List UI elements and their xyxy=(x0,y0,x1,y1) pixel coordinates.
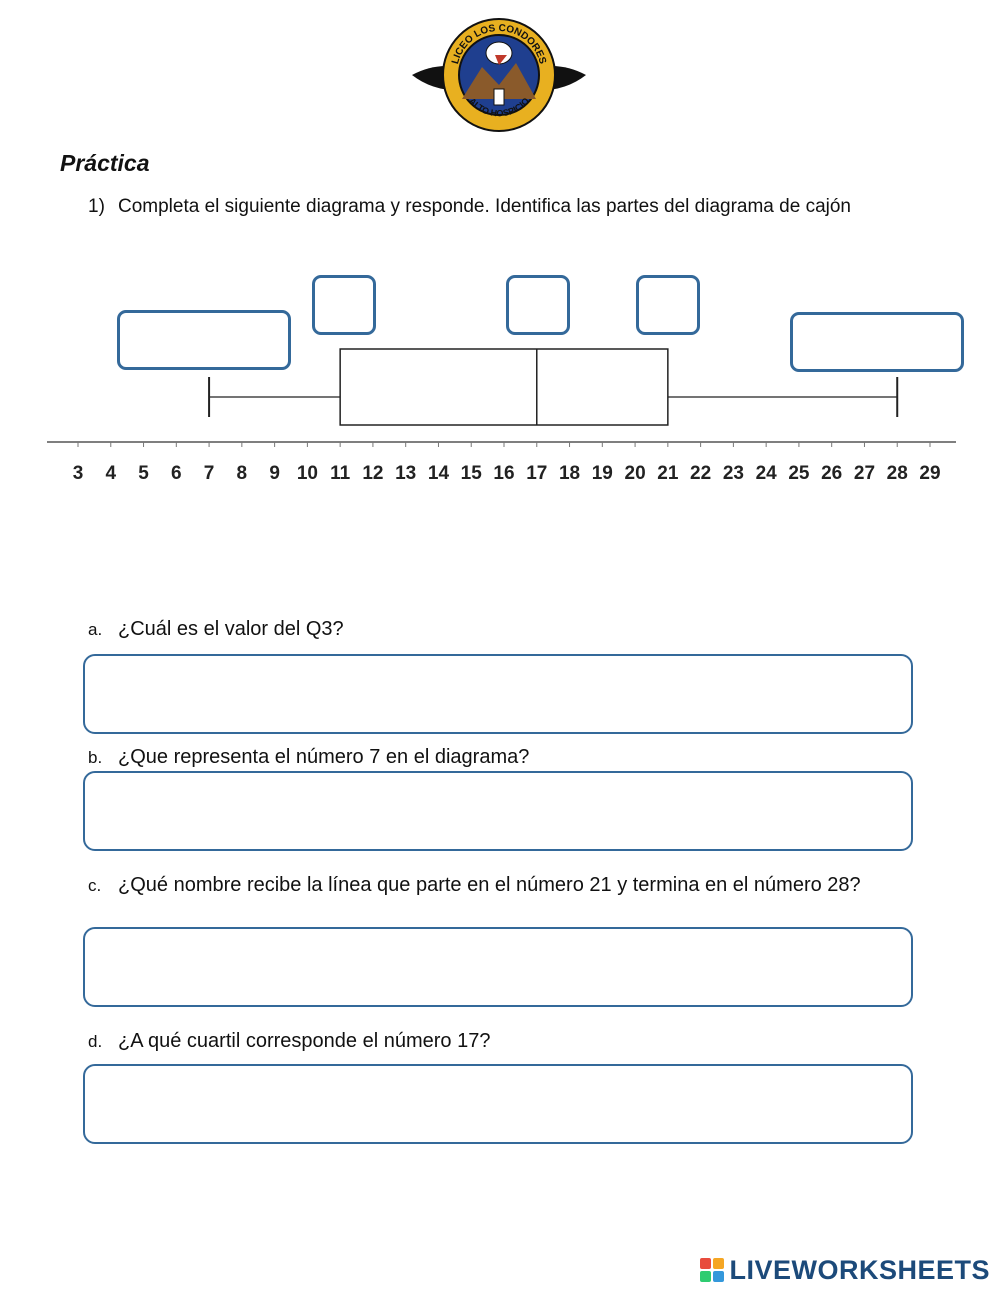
brand-text: LIVEWORKSHEETS xyxy=(729,1254,990,1285)
axis-tick-label: 13 xyxy=(395,463,417,484)
box-plot-diagram xyxy=(0,250,1000,500)
school-logo xyxy=(410,15,588,135)
logo-bottom-text: ALTO HOSPICIO xyxy=(466,95,532,119)
question-a xyxy=(88,616,938,643)
question-d xyxy=(88,1028,938,1055)
median-label-box[interactable] xyxy=(506,275,570,335)
axis-tick-label: 5 xyxy=(138,463,149,484)
axis-tick-label: 9 xyxy=(269,463,280,484)
axis-tick-label: 28 xyxy=(886,463,908,484)
question-letter: c. xyxy=(88,876,102,895)
question-text: ¿Cuál es el valor del Q3? xyxy=(118,618,344,640)
instruction xyxy=(88,196,851,218)
axis-tick-labels xyxy=(73,463,941,484)
cube-v xyxy=(700,1271,711,1282)
axis-tick-label: 20 xyxy=(624,463,646,484)
axis-tick-label: 19 xyxy=(591,463,613,484)
question-text: ¿Que representa el número 7 en el diagrama? xyxy=(118,746,530,768)
axis-tick-label: 23 xyxy=(722,463,744,484)
min-label-box[interactable] xyxy=(117,310,291,370)
cube-e xyxy=(713,1271,724,1282)
axis-tick-label: 16 xyxy=(493,463,515,484)
axis-tick-label: 18 xyxy=(558,463,581,484)
axis-tick-label: 7 xyxy=(203,463,215,484)
answer-box-b[interactable] xyxy=(83,771,913,851)
axis-tick-label: 10 xyxy=(296,463,318,484)
axis-tick-label: 8 xyxy=(236,463,248,484)
axis-tick-label: 29 xyxy=(919,463,941,484)
answer-box-a[interactable] xyxy=(83,654,913,734)
question-letter: d. xyxy=(88,1032,103,1051)
axis-tick-label: 6 xyxy=(171,463,182,484)
axis-tick-label: 11 xyxy=(330,463,351,484)
axis-tick-label: 14 xyxy=(427,463,450,484)
cube-l xyxy=(700,1258,711,1269)
answer-box-d[interactable] xyxy=(83,1064,913,1144)
axis-tick-label: 15 xyxy=(460,463,482,484)
axis-tick-label: 27 xyxy=(853,463,876,484)
axis-tick-label: 22 xyxy=(690,463,712,484)
instruction-number: 1) xyxy=(88,196,105,217)
q1-label-box[interactable] xyxy=(312,275,376,335)
q3-label-box[interactable] xyxy=(636,275,700,335)
axis-tick-label: 12 xyxy=(362,463,384,484)
axis-tick-label: 21 xyxy=(657,463,679,484)
question-text: ¿A qué cuartil corresponde el número 17? xyxy=(118,1030,491,1052)
question-letter: a. xyxy=(88,620,103,639)
axis-tick-label: 17 xyxy=(526,463,548,484)
question-c xyxy=(88,872,938,899)
axis-tick-label: 3 xyxy=(72,463,84,484)
answer-box-c[interactable] xyxy=(83,927,913,1007)
instruction-text: Completa el siguiente diagrama y responde. Identifica las partes del diagrama de cajón xyxy=(118,196,851,217)
question-text: ¿Qué nombre recibe la línea que parte en el número 21 y termina en el número 28? xyxy=(118,874,861,896)
axis-tick-label: 24 xyxy=(755,463,777,484)
max-label-box[interactable] xyxy=(790,312,964,372)
question-letter: b. xyxy=(88,748,103,767)
axis-tick-label: 25 xyxy=(788,463,810,484)
quartile-box xyxy=(340,349,668,425)
question-b xyxy=(88,744,938,771)
page-title: Práctica xyxy=(60,150,150,176)
logo-top-text: LICEO LOS CONDORES xyxy=(450,22,548,66)
liveworksheets-brand xyxy=(700,1254,990,1286)
axis-tick-label: 26 xyxy=(821,463,843,484)
axis-tick-label: 4 xyxy=(105,463,117,484)
brand-cubes-icon xyxy=(700,1258,724,1282)
cube-i xyxy=(713,1258,724,1269)
